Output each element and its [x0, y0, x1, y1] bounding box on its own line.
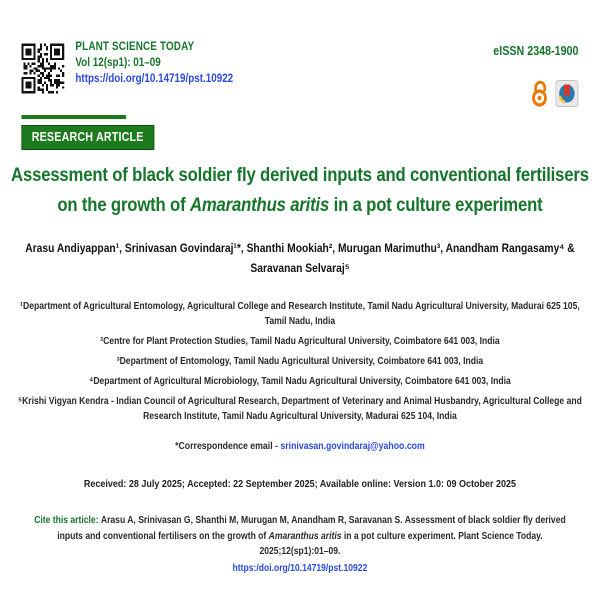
affiliations-block — [0, 299, 600, 424]
citation-text-end: in a pot culture experiment. Plant Science Today. 2025;12(sp1):01–09. — [259, 530, 543, 557]
journal-header — [0, 40, 600, 107]
species-name-italic: Amaranthus aritis — [189, 194, 330, 216]
citation-species-italic: Amaranthus aritis — [268, 530, 342, 542]
volume-issue: Vol 12(sp1): 01–09 — [75, 57, 161, 69]
journal-name: PLANT SCIENCE TODAY — [75, 41, 195, 53]
header-doi-link[interactable]: https://doi.org/10.14719/pst.10922 — [75, 73, 234, 85]
affiliation-1: ¹Department of Agricultural Entomology, Agricultural College and Research Institute, Tamil Nadu Agricultural University, Madurai 625 105, Tamil Nadu, India — [20, 301, 580, 327]
check-for-updates-icon[interactable] — [555, 80, 578, 107]
citation-text: Arasu A, Srinivasan G, Shanthi M, Murugan M, Anandham R, Saravanan S. Assessment of black soldier fly derived inputs and conventional fertilisers on the growth of — [57, 515, 566, 542]
article-dates: Received: 28 July 2025; Accepted: 22 September 2025; Available online: Version 1.0: 09 October 2025 — [83, 478, 517, 490]
cite-label: Cite this article: — [34, 515, 101, 526]
qr-code — [21, 40, 64, 97]
title-text-end: in a pot culture experiment — [329, 194, 543, 216]
research-article-badge: RESEARCH ARTICLE — [21, 125, 153, 150]
affiliation-2: ²Centre for Plant Protection Studies, Tamil Nadu Agricultural University, Coimbatore 641 003, India — [100, 336, 500, 347]
header-divider — [21, 115, 126, 119]
correspondence-email-link[interactable]: srinivasan.govindaraj@yahoo.com — [280, 441, 425, 452]
affiliation-3: ³Department of Entomology, Tamil Nadu Agricultural University, Coimbatore 641 003, India — [116, 356, 484, 367]
affiliation-4: ⁴Department of Agricultural Microbiology, Tamil Nadu Agricultural University, Coimbatore 641 003, India — [89, 376, 511, 387]
eissn-label: eISSN 2348-1900 — [493, 44, 579, 58]
cite-this-article-block — [0, 513, 600, 576]
authors-line: Arasu Andiyappan¹, Srinivasan Govindaraj¹*, Shanthi Mookiah², Murugan Marimuthu³, Anandham Rangasamy⁴ & Saravanan Selvaraj⁵ — [25, 241, 575, 275]
correspondence-label: *Correspondence email - — [175, 441, 281, 452]
affiliation-5: ⁵Krishi Vigyan Kendra - Indian Council of Agricultural Research, Department of Veterinary and Animal Husbandry, Agricultural College and Research Institute, Tamil Nadu Agricultural University, Madurai 625 104, India — [18, 396, 582, 422]
article-title — [0, 160, 600, 220]
title-text: Assessment of black soldier fly derived inputs and conventional fertilisers on the growth of — [11, 164, 589, 216]
correspondence-line — [0, 441, 600, 452]
open-access-icon — [530, 79, 550, 107]
citation-doi-link[interactable]: https:/doi.org/10.14719/pst.10922 — [232, 562, 368, 574]
